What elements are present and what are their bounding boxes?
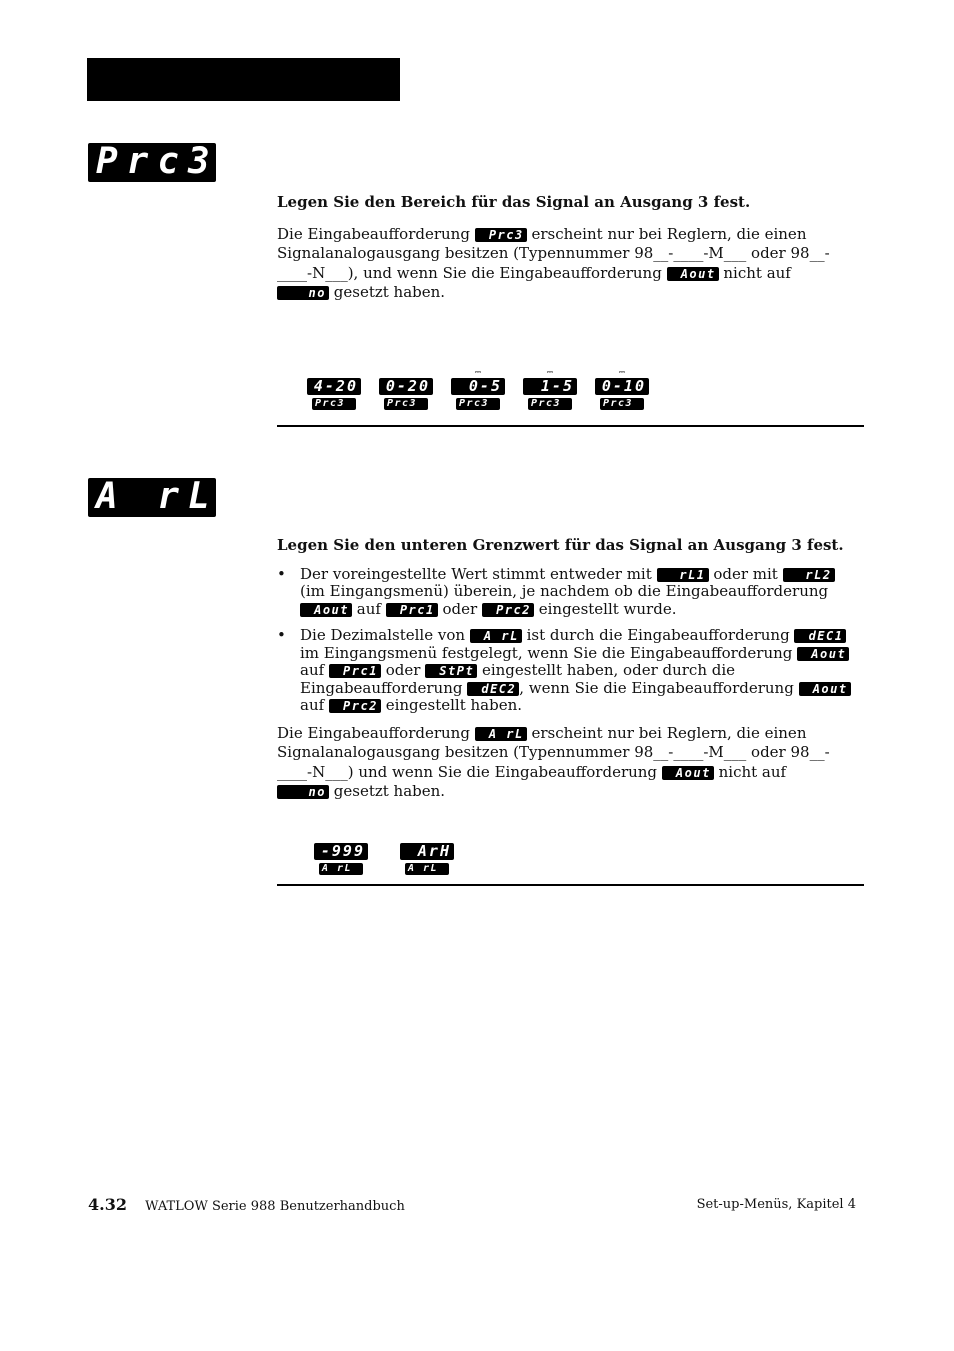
value-option [442, 366, 514, 410]
value-tag: Prc3 [456, 398, 500, 410]
prc2-badge: Prc2 [482, 603, 534, 617]
value-display: 4-20 [307, 378, 361, 395]
section2-heading: Legen Sie den unteren Grenzwert für das Signal an Ausgang 3 fest. [277, 536, 844, 554]
section2-content [277, 536, 864, 802]
dc-symbol: ⎓ [618, 367, 626, 376]
value-display: 0-5 [451, 378, 505, 395]
value-display: 1-5 [523, 378, 577, 395]
value-option [298, 366, 370, 410]
arl-display: A rL [88, 478, 216, 517]
value-option [298, 843, 384, 875]
prc2-badge: Prc2 [329, 699, 381, 713]
section1-content [277, 193, 864, 303]
aout-badge: Aout [300, 603, 352, 617]
section-divider [277, 425, 864, 427]
value-tag: A rL [405, 863, 449, 875]
prc3-display: Prc3 [88, 143, 216, 182]
footer-left [88, 1195, 405, 1214]
aout-badge: Aout [667, 267, 719, 281]
value-option [514, 366, 586, 410]
section2-paragraph: Die Eingabeaufforderung A rL erscheint nur bei Reglern, die einen Signalanalogausgang besitzen (Typennummer 98__-____-M___ oder 98__-____-N___) und wenn Sie die Eingabeaufforderung Aout nicht auf no gesetzt haben. [277, 723, 830, 800]
dec2-badge: dEC2 [467, 682, 519, 696]
section2-value-list [298, 843, 470, 875]
value-tag: Prc3 [528, 398, 572, 410]
value-option [384, 843, 470, 875]
bullet-item: • Der voreingestellte Wert stimmt entweder mit rL1 oder mit rL2 (im Eingangsmenü) überein, je nachdem ob die Eingabeaufforderung Aout auf Prc1 oder Prc2 eingestellt wurde. [277, 566, 864, 619]
rl2-badge: rL2 [783, 568, 835, 582]
bullet-item: • Die Dezimalstelle von A rL ist durch die Eingabeaufforderung dEC1 im Eingangsmenü festgelegt, wenn Sie die Eingabeaufforderung Aout auf Prc1 oder StPt eingestellt haben, oder durch die Eingabeaufforderung dEC2 , wenn Sie die Eingabeaufforderung Aout auf Prc2 eingestellt haben. [277, 627, 864, 715]
dc-symbol: ⎓ [546, 367, 554, 376]
value-tag: Prc3 [600, 398, 644, 410]
prc1-badge: Prc1 [329, 664, 381, 678]
aout-badge: Aout [662, 766, 714, 780]
footer-chapter: Set-up-Menüs, Kapitel 4 [696, 1197, 856, 1212]
value-display: 0-10 [595, 378, 649, 395]
no-badge: no [277, 286, 329, 300]
page-number: 4.32 [88, 1195, 127, 1214]
section1-heading: Legen Sie den Bereich für das Signal an Ausgang 3 fest. [277, 193, 751, 211]
value-tag: Prc3 [312, 398, 356, 410]
value-display: ArH [400, 843, 454, 860]
value-display: 0-20 [379, 378, 433, 395]
aout-badge: Aout [797, 647, 849, 661]
value-display: -999 [314, 843, 368, 860]
section1-value-list [298, 366, 658, 410]
manual-title: WATLOW Serie 988 Benutzerhandbuch [145, 1199, 405, 1214]
value-tag: Prc3 [384, 398, 428, 410]
aout-badge: Aout [799, 682, 851, 696]
section2-bullets [277, 566, 864, 715]
prc3-badge: Prc3 [475, 228, 527, 242]
rl1-badge: rL1 [657, 568, 709, 582]
arl-badge: A rL [475, 727, 527, 741]
value-option [370, 366, 442, 410]
section1-paragraph: Die Eingabeaufforderung Prc3 erscheint nur bei Reglern, die einen Signalanalogausgang besitzen (Typennummer 98__-____-M___ oder 98__-____-N___), und wenn Sie die Eingabeaufforderung Aout nicht auf no gesetzt haben. [277, 224, 830, 301]
stpt-badge: StPt [425, 664, 477, 678]
value-tag: A rL [319, 863, 363, 875]
arl-badge: A rL [470, 629, 522, 643]
value-option [586, 366, 658, 410]
prc1-badge: Prc1 [386, 603, 438, 617]
section-divider [277, 884, 864, 886]
dc-symbol: ⎓ [474, 367, 482, 376]
no-badge: no [277, 785, 329, 799]
dec1-badge: dEC1 [794, 629, 846, 643]
header-bar [87, 58, 400, 101]
